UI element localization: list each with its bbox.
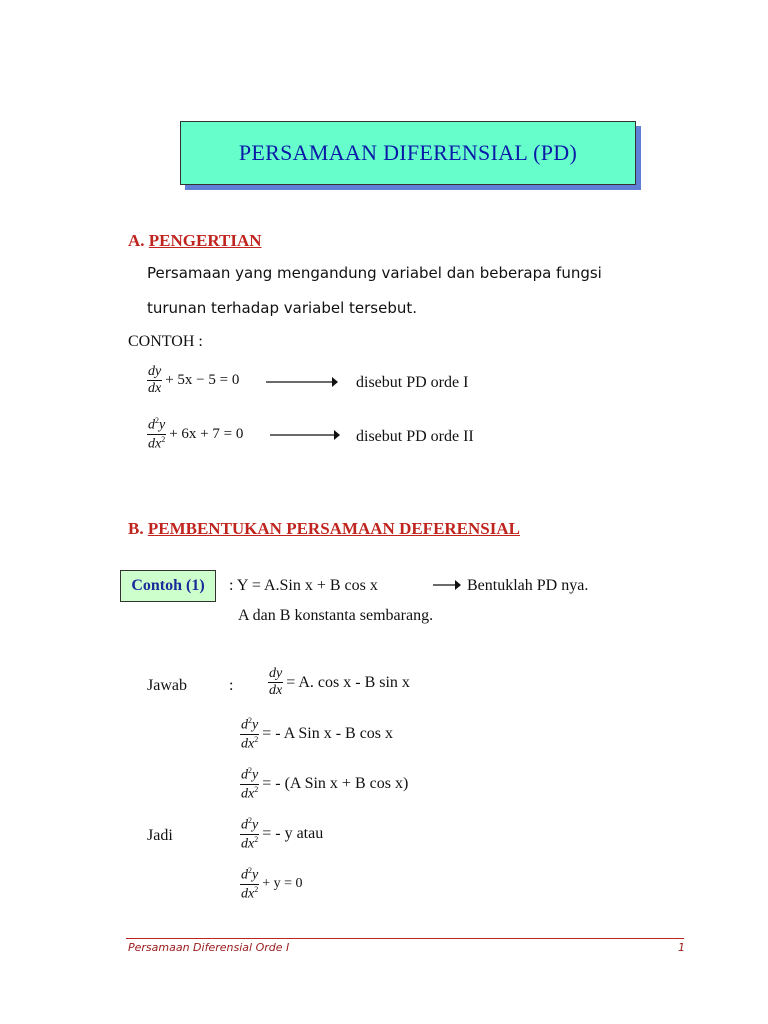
fraction-dy-dx bbox=[147, 364, 162, 397]
fraction-numerator bbox=[240, 816, 259, 835]
jadi-label: Jadi bbox=[147, 827, 173, 844]
example-2-description: disebut PD orde II bbox=[356, 428, 474, 445]
denominator-dx: dx bbox=[148, 436, 162, 452]
title-box bbox=[180, 121, 636, 185]
footer-divider bbox=[126, 938, 684, 939]
jawab-label: Jawab bbox=[147, 677, 187, 694]
numerator-d: d bbox=[241, 767, 248, 783]
fraction-d2y-dx2 bbox=[240, 866, 259, 903]
fraction-denominator bbox=[241, 835, 258, 853]
equation-rest: + 5x − 5 = 0 bbox=[165, 372, 240, 389]
page-title: PERSAMAAN DIFERENSIAL (PD) bbox=[238, 140, 578, 165]
fraction-denominator: dx bbox=[269, 683, 283, 699]
example-2-equation bbox=[147, 416, 243, 453]
numerator-d: d bbox=[241, 717, 248, 733]
denominator-exponent: 2 bbox=[254, 884, 259, 894]
numerator-y: y bbox=[252, 867, 259, 883]
fraction-d2y-dx2 bbox=[240, 816, 259, 853]
section-a-title: PENGERTIAN bbox=[148, 231, 262, 250]
contoh-label: CONTOH : bbox=[128, 333, 203, 350]
section-b-prefix: B. bbox=[128, 519, 144, 538]
numerator-y: y bbox=[252, 767, 259, 783]
fraction-denominator bbox=[148, 435, 165, 453]
fraction-denominator bbox=[241, 735, 258, 753]
denominator-dx: dx bbox=[241, 886, 255, 902]
denominator-dx: dx bbox=[241, 786, 255, 802]
problem-task: Bentuklah PD nya. bbox=[467, 577, 589, 594]
numerator-y: y bbox=[159, 417, 166, 433]
denominator-dx: dx bbox=[241, 736, 255, 752]
problem-statement: : Y = A.Sin x + B cos x bbox=[229, 577, 378, 594]
equation-rest: = - A Sin x - B cos x bbox=[262, 725, 394, 743]
fraction-numerator: dy bbox=[147, 364, 162, 381]
fraction-numerator bbox=[240, 716, 259, 735]
numerator-exponent: 2 bbox=[155, 416, 159, 425]
definition-line-2: turunan terhadap variabel tersebut. bbox=[147, 299, 418, 317]
right-arrow-icon bbox=[433, 579, 461, 591]
section-b-title: PEMBENTUKAN PERSAMAAN DEFERENSIAL bbox=[147, 519, 520, 538]
contoh-1-label: Contoh (1) bbox=[131, 577, 205, 594]
fraction-d2y-dx2 bbox=[240, 716, 259, 753]
fraction-denominator bbox=[241, 885, 258, 903]
numerator-d: d bbox=[241, 817, 248, 833]
fraction-numerator: dy bbox=[268, 666, 283, 683]
long-right-arrow-icon bbox=[270, 429, 340, 441]
denominator-exponent: 2 bbox=[254, 784, 259, 794]
numerator-exponent: 2 bbox=[248, 816, 252, 825]
footer-page-number: 1 bbox=[678, 941, 685, 954]
equation-rest: = - (A Sin x + B cos x) bbox=[262, 775, 409, 793]
denominator-exponent: 2 bbox=[161, 434, 166, 444]
fraction-denominator: dx bbox=[148, 381, 162, 397]
contoh-1-box bbox=[120, 570, 216, 602]
numerator-d: d bbox=[241, 867, 248, 883]
numerator-y: y bbox=[252, 717, 259, 733]
example-1-equation bbox=[147, 364, 239, 397]
denominator-dx: dx bbox=[241, 836, 255, 852]
fraction-numerator bbox=[240, 766, 259, 785]
equation-rest: + y = 0 bbox=[262, 876, 303, 892]
fraction-denominator bbox=[241, 785, 258, 803]
section-b-heading bbox=[128, 519, 520, 539]
denominator-exponent: 2 bbox=[254, 734, 259, 744]
fraction-d2y-dx2 bbox=[240, 766, 259, 803]
numerator-exponent: 2 bbox=[248, 716, 252, 725]
definition-line-1: Persamaan yang mengandung variabel dan beberapa fungsi bbox=[147, 264, 602, 282]
numerator-exponent: 2 bbox=[248, 766, 252, 775]
fraction-numerator bbox=[240, 866, 259, 885]
fraction-d2y-dx2 bbox=[147, 416, 166, 453]
second-derivative-equation-2 bbox=[240, 766, 408, 803]
second-derivative-equation-3 bbox=[240, 816, 323, 853]
footer-title: Persamaan Diferensial Orde I bbox=[128, 941, 290, 954]
first-derivative-equation bbox=[268, 666, 410, 699]
numerator-exponent: 2 bbox=[248, 866, 252, 875]
equation-rest: = - y atau bbox=[262, 825, 324, 843]
long-right-arrow-icon bbox=[266, 376, 338, 388]
jawab-colon: : bbox=[229, 677, 234, 694]
fraction-numerator bbox=[147, 416, 166, 435]
problem-note: A dan B konstanta sembarang. bbox=[238, 607, 434, 624]
section-a-prefix: A. bbox=[128, 231, 145, 250]
section-a-heading bbox=[128, 231, 262, 251]
second-derivative-equation-4 bbox=[240, 866, 303, 903]
denominator-exponent: 2 bbox=[254, 834, 259, 844]
numerator-d: d bbox=[148, 417, 155, 433]
numerator-y: y bbox=[252, 817, 259, 833]
fraction-dy-dx bbox=[268, 666, 283, 699]
second-derivative-equation-1 bbox=[240, 716, 393, 753]
equation-rest: + 6x + 7 = 0 bbox=[169, 425, 244, 442]
example-1-description: disebut PD orde I bbox=[356, 374, 469, 391]
equation-rest: = A. cos x - B sin x bbox=[286, 673, 410, 691]
